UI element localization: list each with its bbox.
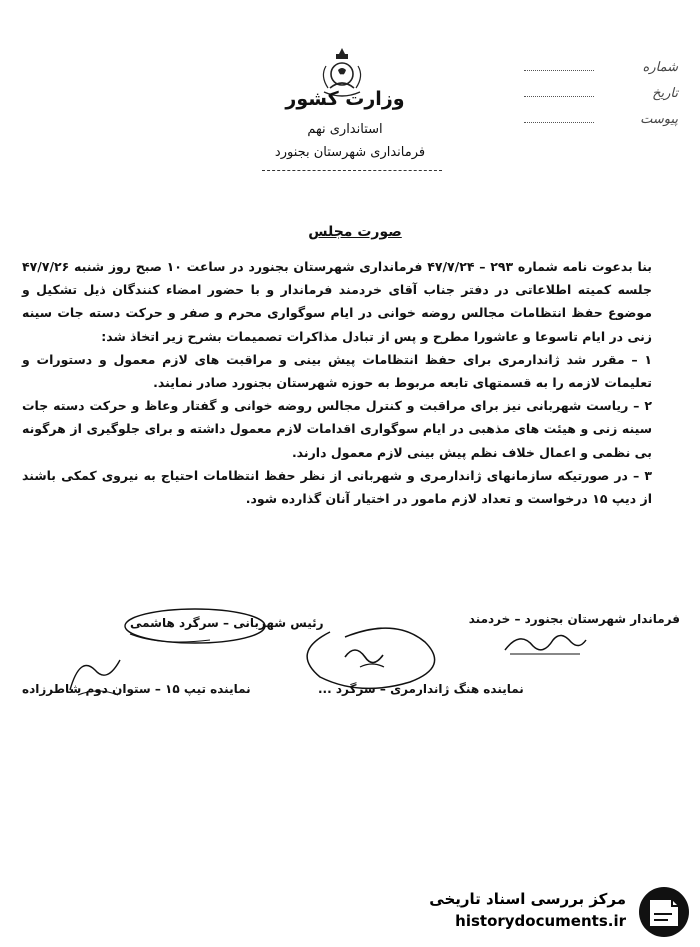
- attachment-line: [524, 122, 594, 123]
- police-signature-label: رئیس شهربانی – سرگرد هاشمی: [130, 616, 324, 630]
- police-signature-scribble: [120, 604, 270, 650]
- body-intro: بنا بدعوت نامه شماره ۲۹۳ – ۴۷/۷/۲۴ فرمانداری شهرستان بجنورد در ساعت ۱۰ صبح روز شنبه ۴۷/۷/۲۶ جلسه کمیته اطلاعاتی در دفتر جناب آقای خردمند فرماندار و با حضور امضاء کنندگان ذیل تشکیل و موضوع حفظ انتظامات مجالس روضه خوانی در ایام سوگواری محرم و صفر و حرکت دسته جات سینه زنی در ایام تاسوعا و عاشورا مطرح و پس از تبادل مذاکرات تصمیمات بشرح زیر اتخاذ شد:: [22, 259, 652, 344]
- attachment-label: پیوست: [640, 112, 678, 127]
- date-label: تاریخ: [652, 86, 678, 101]
- number-label: شماره: [642, 60, 678, 75]
- number-field: [598, 60, 678, 75]
- governor-signature-scribble: [500, 628, 590, 658]
- date-field: [598, 86, 678, 101]
- body-item-1: ۱ – مقرر شد ژاندارمری برای حفظ انتظامات پیش بینی و مراقبت های لازم معمول و دستورات و تعلیمات لازمه را به قسمتهای تابعه مربوط به حوزه شهرستان بجنورد صادر نمایند.: [22, 351, 652, 391]
- archive-logo-icon: [636, 884, 692, 940]
- gendarmerie-signature-label: نماینده هنگ ژاندارمری – سرگرد ...: [318, 682, 524, 696]
- governor-signature-label: فرماندار شهرستان بجنورد – خردمند: [468, 612, 680, 626]
- date-line: [524, 96, 594, 97]
- army-signature-scribble: [60, 650, 130, 700]
- watermark-title: مرکز بررسی اسناد تاریخی: [429, 890, 626, 908]
- province-name: استانداری نهم: [307, 122, 383, 137]
- district-name: فرمانداری شهرستان بجنورد: [274, 145, 426, 160]
- number-line: [524, 70, 594, 71]
- ministry-name: وزارت کشور: [285, 88, 405, 110]
- watermark-url: historydocuments.ir: [455, 912, 626, 930]
- body-item-2: ۲ – ریاست شهربانی نیز برای مراقبت و کنترل مجالس روضه خوانی و گفتار وعاظ و حرکت دسته جات سینه زنی و هیئت های مذهبی در ایام سوگواری اقدامات لازم معمول داشته و برای جلوگیری از هرگونه بی نظمی و اعمال خلاف نظم پیش بینی لازم معمول دارند.: [22, 398, 652, 460]
- document-body: [22, 255, 652, 510]
- header-divider: [262, 170, 442, 171]
- gendarmerie-signature-scribble: [290, 622, 450, 692]
- body-item-3: ۳ – در صورتیکه سازمانهای ژاندارمری و شهربانی از نظر حفظ انتظامات احتیاج به نیروی کمکی باشند از دیپ ۱۵ درخواست و تعداد لازم مامور در اختیار آنان گذارده شود.: [22, 467, 652, 507]
- document-title: صورت مجلس: [308, 224, 402, 240]
- army-signature-label: نماینده تیپ ۱۵ – ستوان دوم شاطرزاده: [22, 682, 251, 696]
- attachment-field: [598, 112, 678, 127]
